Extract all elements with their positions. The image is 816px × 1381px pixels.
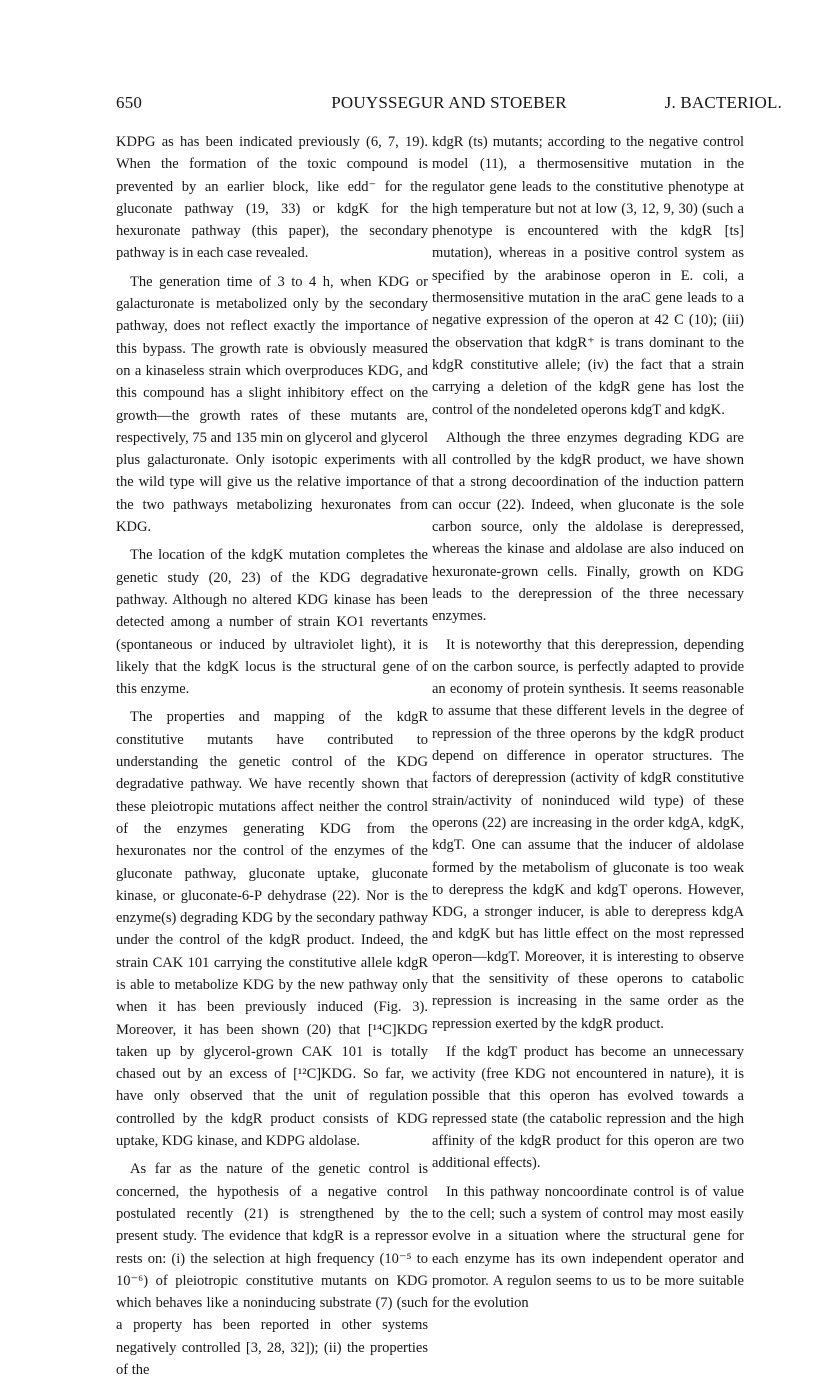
paragraph: KDPG as has been indicated previously (6, 7, 19). When the formation of the toxic compound is prevented by an earlier block, like edd⁻ for the gluconate pathway (19, 33) or kdgK for the hexuronate pathway (this paper), the secondary pathway is in each case revealed. [116, 134, 428, 262]
running-title: POUYSSEGUR AND STOEBER [331, 93, 567, 112]
paragraph: As far as the nature of the genetic control is concerned, the hypothesis of a negative control postulated recently (21) is strengthened by the present study. The evidence that kdgR is a repressor rests on: (i) the selection at high frequency (10⁻⁵ to 10⁻⁶) of pleiotropic constitutive mutants on KDG which behaves like a noninducing substrate (7) (such a property has been reported in other systems negatively controlled [3, 28, 32]); (ii) the properties of the [116, 1161, 428, 1379]
paragraph: In this pathway noncoordinate control is of value to the cell; such a system of control may most easily evolve in a situation where the structural gene for each enzyme has its own independent operator and promotor. A regulon seems to us to be more suitable for the evolution [432, 1183, 744, 1312]
right-column [432, 131, 744, 1314]
paragraph: The generation time of 3 to 4 h, when KDG or galacturonate is metabolized only by the secondary pathway, does not reflect exactly the importance of this bypass. The growth rate is obviously measured on a kinaseless strain which overproduces KDG, and this compound has a slight inhibitory effect on the growth—the growth rates of these mutants are, respectively, 75 and 135 min on glycerol and glycerol plus galacturonate. Only isotopic experiments with the wild type will give us the relative importance of the two pathways metabolizing hexuronates from KDG. [116, 273, 428, 536]
page-number: 650 [116, 93, 143, 112]
journal-abbreviation: J. BACTERIOL. [664, 93, 782, 112]
paragraph: It is noteworthy that this derepression, depending on the carbon source, is perfectly adapted to provide an economy of protein synthesis. It seems reasonable to assume that these different levels in the degree of repression of the three operons by the kdgR product depend on difference in operator structures. The factors of derepression (activity of kdgR constitutive strain/activity of noninduced wild type) of these operons (22) are increasing in the order kdgA, kdgK, kdgT. One can assume that the inducer of aldolase formed by the metabolism of gluconate is too weak to derepress the kdgK and kdgT operons. However, KDG, a stronger inducer, is able to derepress kdgA and kdgK but has little effect on the most repressed operon—kdgT. Moreover, it is interesting to observe that the sensitivity of these operons to catabolic repression is increasing in the same order as the repression exerted by the kdgR product. [432, 636, 744, 1032]
paragraph: If the kdgT product has become an unnecessary activity (free KDG not encountered in nature), it is possible that this operon has evolved towards a repressed state (the catabolic repression and the high affinity of the kdgR product for this operon are two additional effects). [432, 1043, 744, 1172]
paragraph: The location of the kdgK mutation completes the genetic study (20, 23) of the KDG degradative pathway. Although no altered KDG kinase has been detected among a number of strain KO1 revertants (spontaneous or induced by ultraviolet light), it is likely that the kdgK locus is the structural gene of this enzyme. [116, 547, 428, 698]
paragraph: kdgR (ts) mutants; according to the negative control model (11), a thermosensitive mutation in the regulator gene leads to the constitutive phenotype at high temperature but not at low (3, 12, 9, 30) (such a phenotype is encountered with the kdgR [ts] mutation), whereas in a positive control system as specified by the arabinose operon in E. coli, a thermosensitive mutation in the araC gene leads to a negative expression of the operon at 42 C (10); (iii) the observation that kdgR⁺ is trans dominant to the kdgR constitutive allele; (iv) the fact that a strain carrying a deletion of the kdgR gene has lost the control of the nondeleted operons kdgT and kdgK. [432, 134, 744, 418]
left-column [116, 131, 428, 1381]
paragraph: The properties and mapping of the kdgR constitutive mutants have contributed to understanding the genetic control of the KDG degradative pathway. We have recently shown that these pleiotropic mutations affect neither the control of the enzymes generating KDG from the hexuronates nor the control of the enzymes of the gluconate pathway, gluconate uptake, gluconate kinase, or gluconate-6-P dehydrase (22). Nor is the enzyme(s) degrading KDG by the secondary pathway under the control of the kdgR product. Indeed, the strain CAK 101 carrying the constitutive allele kdgR is able to metabolize KDG by the new pathway only when it has been previously induced (Fig. 3). Moreover, it has been shown (20) that [¹⁴C]KDG taken up by glycerol-grown CAK 101 is totally chased out by an excess of [¹²C]KDG. So far, we have only observed that the unit of regulation controlled by the kdgR product consists of KDG uptake, KDG kinase, and KDPG aldolase. [116, 709, 428, 1150]
page-header [116, 93, 782, 117]
paragraph: Although the three enzymes degrading KDG are all controlled by the kdgR product, we have shown that a strong decoordination of the induction pattern can occur (22). Indeed, when gluconate is the sole carbon source, only the aldolase is derepressed, whereas the kinase and aldolase are also induced on hexuronate-grown cells. Finally, growth on KDG leads to the derepression of the three necessary enzymes. [432, 429, 744, 625]
